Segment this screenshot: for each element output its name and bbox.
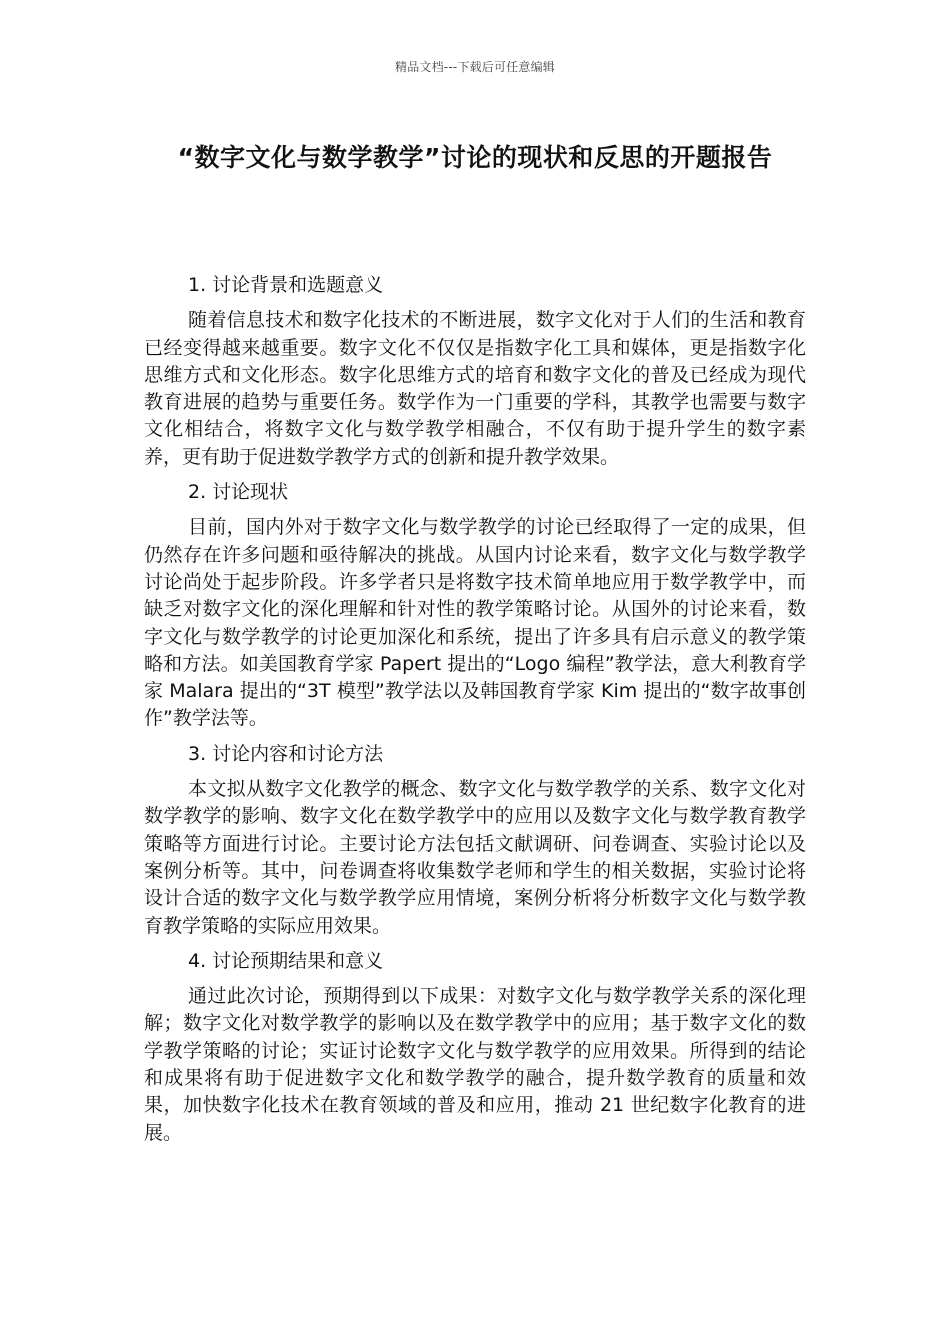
section-heading: 2. 讨论现状 (188, 481, 289, 504)
header-note: 精品文档---下载后可任意编辑 (395, 60, 555, 74)
section-status (144, 479, 806, 733)
section-paragraph: 随着信息技术和数字化技术的不断进展，数字文化对于人们的生活和教育已经变得越来越重要。数字文化不仅仅是指数字化工具和媒体，更是指数字化思维方式和文化形态。数字化思维方式的培育和数字文化的普及已经成为现代教育进展的趋势与重要任务。数学作为一门重要的学科，其教学也需要与数字文化相结合，将数字文化与数学教学相融合，不仅有助于提升学生的数字素养，更有助于促进数学教学方式的创新和提升教学效果。 (144, 309, 806, 468)
document-body (144, 272, 806, 1155)
section-background (144, 272, 806, 471)
section-paragraph: 本文拟从数字文化教学的概念、数字文化与数学教学的关系、数字文化对数学教学的影响、数字文化在数学教学中的应用以及数字文化与数学教育教学策略等方面进行讨论。主要讨论方法包括文献调研、问卷调查、实验讨论以及案例分析等。其中，问卷调查将收集数学老师和学生的相关数据，实验讨论将设计合适的数字文化与数学教学应用情境，案例分析将分析数字文化与数学教育教学策略的实际应用效果。 (144, 778, 806, 937)
document-title: “数字文化与数学教学”讨论的现状和反思的开题报告 (177, 143, 773, 172)
section-heading: 3. 讨论内容和讨论方法 (188, 742, 384, 765)
section-paragraph: 目前，国内外对于数字文化与数学教学的讨论已经取得了一定的成果，但仍然存在许多问题和亟待解决的挑战。从国内讨论来看，数字文化与数学教学讨论尚处于起步阶段。许多学者只是将数字技术简单地应用于数学教学中，而缺乏对数字文化的深化理解和针对性的教学策略讨论。从国外的讨论来看，数字文化与数学教学的讨论更加深化和系统，提出了许多具有启示意义的教学策略和方法。如美国教育学家 Papert 提出的“Logo 编程”教学法，意大利教育学家 Malara 提出的“3T 模型”教学法以及韩国教育学家 Kim 提出的“数字故事创作”教学法等。 (144, 516, 806, 730)
section-content-methods (144, 741, 806, 940)
section-paragraph: 通过此次讨论，预期得到以下成果：对数字文化与数学教学关系的深化理解；数字文化对数学教学的影响以及在数学教学中的应用；基于数字文化的数学教学策略的讨论；实证讨论数字文化与数学教学的应用效果。所得到的结论和成果将有助于促进数字文化和数学教学的融合，提升数学教育的质量和效果，加快数字化技术在教育领域的普及和应用，推动 21 世纪数字化教育的进展。 (144, 985, 806, 1144)
section-expected-results (144, 948, 806, 1147)
section-heading: 4. 讨论预期结果和意义 (188, 949, 384, 972)
section-heading: 1. 讨论背景和选题意义 (188, 274, 384, 296)
